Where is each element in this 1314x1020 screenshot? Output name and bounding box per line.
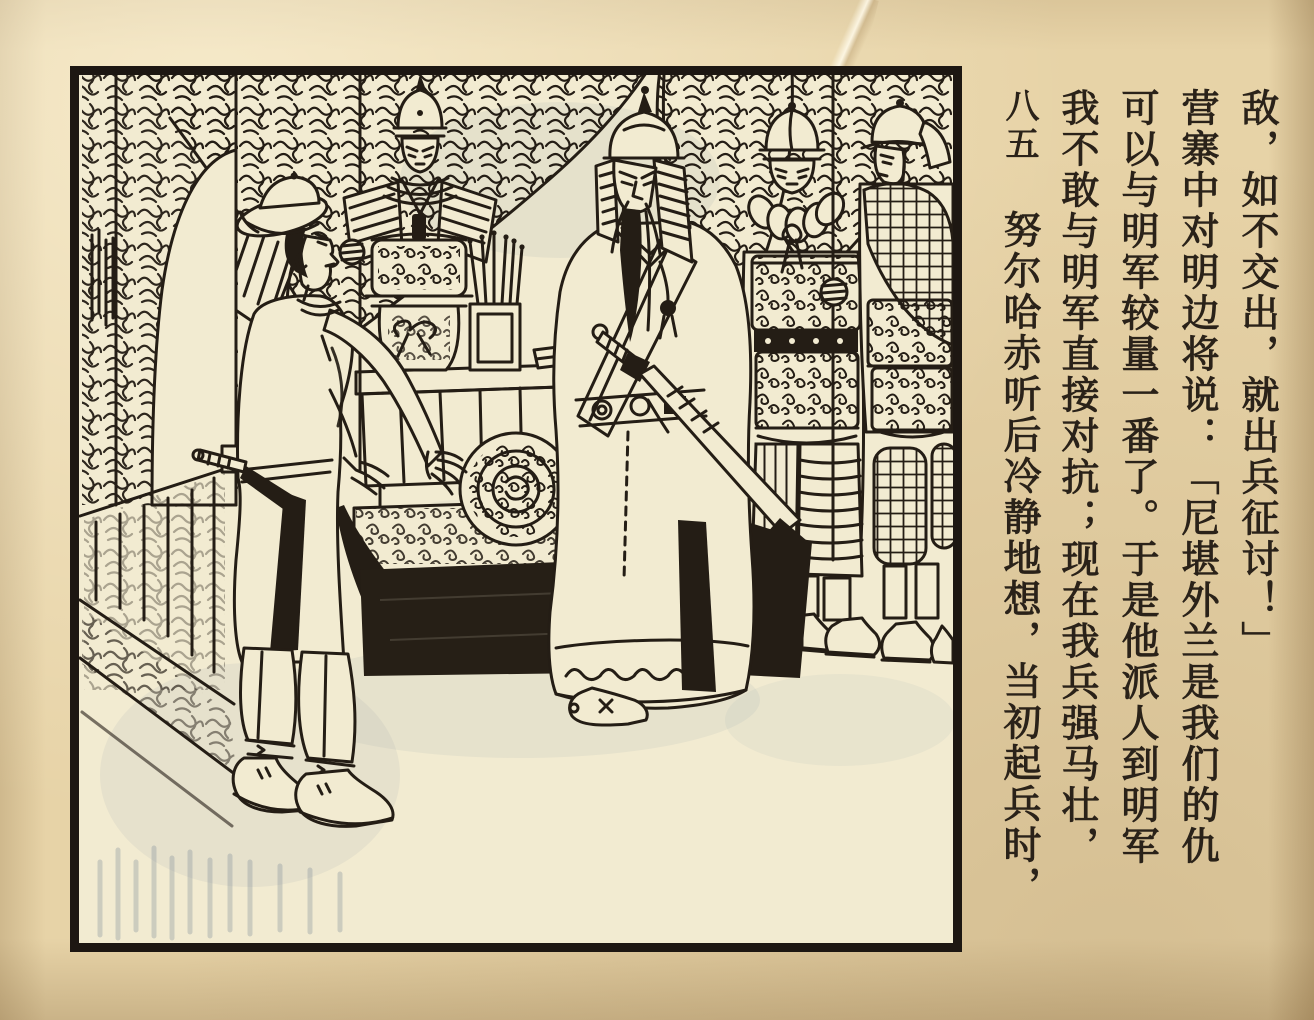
carved-pillar: [82, 70, 238, 505]
caption-column-1: [995, 88, 1041, 993]
caption-column-3: 可以与明军较量一番了。于是他派人到明军: [1115, 88, 1157, 867]
page-number: 八五: [1000, 88, 1037, 164]
medallion: [460, 433, 572, 545]
illustration-frame: [70, 66, 962, 952]
caption-text: 努尔哈赤听后冷静地想，当初起兵时，: [997, 210, 1039, 907]
guard-hand: [821, 279, 847, 305]
caption-column-2: 我不敢与明军直接对抗；现在我兵强马壮，: [1055, 88, 1097, 867]
caption-column-5: 敌，如不交出，就出兵征讨！」: [1235, 88, 1277, 662]
caption-column-4: 营寨中对明边将说：「尼堪外兰是我们的仇: [1175, 88, 1217, 867]
illustration-drawing: [70, 66, 962, 952]
